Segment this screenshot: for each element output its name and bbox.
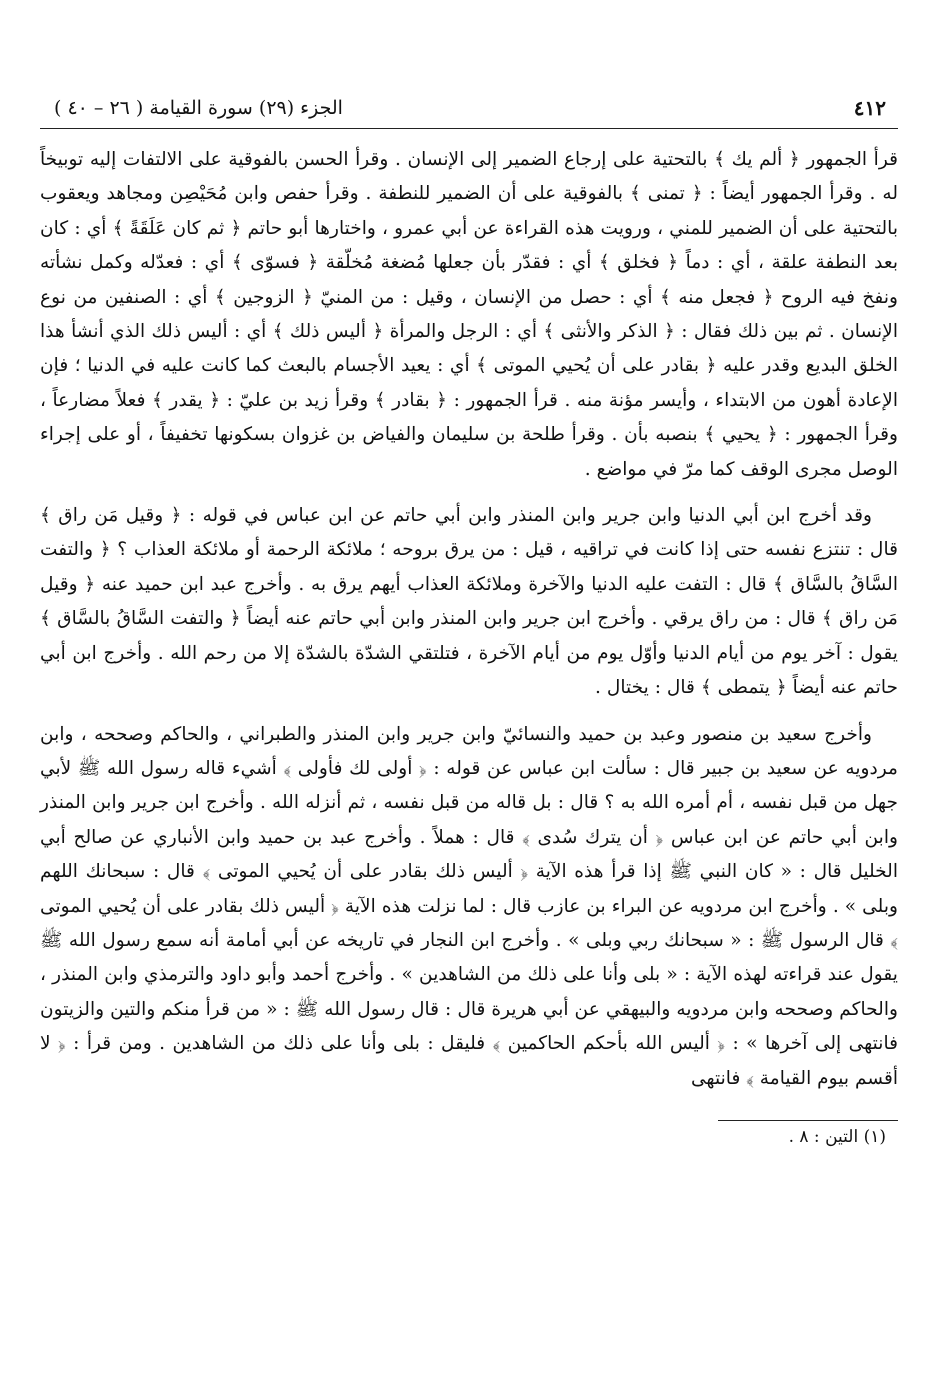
running-header <box>40 96 898 129</box>
paragraph: قرأ الجمهور ﴿ ألم يك ﴾ بالتحتية على إرجاع الضمير إلى الإنسان . وقرأ الحسن بالفوقية على الالتفات إليه توبيخاً له . وقرأ الجمهور أيضاً : ﴿ تمنى ﴾ بالفوقية على أن الضمير للنطفة . وقرأ حفص وابن مُحَيْصِن ومجاهد ويعقوب بالتحتية على أن الضمير للمني ، ورويت هذه القراءة عن أبي عمرو ، واختارها أبو حاتم ﴿ ثم كان عَلَقَةً ﴾ أي : كان بعد النطفة علقة ، أي : دماً ﴿ فخلق ﴾ أي : فقدّر بأن جعلها مُضغة مُخلّقة ﴿ فسوّى ﴾ أي : فعدّله وكمل نشأته ونفخ فيه الروح ﴿ فجعل منه ﴾ أي : حصل من الإنسان ، وقيل : من المنيّ ﴿ الزوجين ﴾ أي : الصنفين من نوع الإنسان . ثم بين ذلك فقال : ﴿ الذكر والأنثى ﴾ أي : الرجل والمرأة ﴿ أليس ذلك ﴾ أي : أليس ذلك الذي أنشأ هذا الخلق البديع وقدر عليه ﴿ بقادر على أن يُحيي الموتى ﴾ أي : يعيد الأجسام بالبعث كما كانت عليه في الدنيا ؛ فإن الإعادة أهون من الابتداء ، وأيسر مؤنة منه . قرأ الجمهور : ﴿ بقادر ﴾ وقرأ زيد بن عليّ : ﴿ يقدر ﴾ فعلاً مضارعاً ، وقرأ الجمهور : ﴿ يحيي ﴾ بنصبه بأن . وقرأ طلحة بن سليمان والفياض بن غزوان بسكونها تخفيفاً ، أو على إجراء الوصل مجرى الوقف كما مرّ في مواضع . <box>40 149 898 480</box>
running-title: الجزء (٢٩) سورة القيامة ( ٢٦ – ٤٠ ) <box>54 97 343 119</box>
footnote-divider <box>718 1120 898 1121</box>
paragraph: وأخرج سعيد بن منصور وعبد بن حميد والنسائيّ وابن جرير وابن المنذر والطبراني ، والحاكم وصححه ، وابن مردويه عن سعيد بن جبير قال : سألت ابن عباس عن قوله : ﴿ أولى لك فأولى ﴾ أشيء قاله رسول الله ﷺ لأبي جهل من قبل نفسه ، أم أمره الله به ؟ قال : بل قاله من قبل نفسه ، ثم أنزله الله . وأخرج ابن جرير وابن المنذر وابن أبي حاتم عن ابن عباس ﴿ أن يترك سُدى ﴾ قال : هملاً . وأخرج عبد بن حميد وابن الأنباري عن صالح أبي الخليل قال : « كان النبي ﷺ إذا قرأ هذه الآية ﴿ أليس ذلك بقادر على أن يُحيي الموتى ﴾ قال : سبحانك اللهم وبلى » . وأخرج ابن مردويه عن البراء بن عازب قال : لما نزلت هذه الآية ﴿ أليس ذلك بقادر على أن يُحيي الموتى ﴾ قال الرسول ﷺ : « سبحانك ربي وبلى » . وأخرج ابن النجار في تاريخه عن أبي أمامة أنه سمع رسول الله ﷺ يقول عند قراءته لهذه الآية : « بلى وأنا على ذلك من الشاهدين » . وأخرج أحمد وأبو داود والترمذي وابن المنذر ، والحاكم وصححه وابن مردويه والبيهقي عن أبي هريرة قال : قال رسول الله ﷺ : « من قرأ منكم والتين والزيتون فانتهى إلى آخرها » : ﴿ أليس الله بأحكم الحاكمين ﴾ فليقل : بلى وأنا على ذلك من الشاهدين . ومن قرأ : ﴿ لا أقسم بيوم القيامة ﴾ فانتهى <box>40 723 898 1089</box>
footnote: (١) التين : ٨ . <box>788 1126 886 1147</box>
page-number: ٤١٢ <box>853 96 886 120</box>
paragraph: وقد أخرج ابن أبي الدنيا وابن جرير وابن المنذر وابن أبي حاتم عن ابن عباس في قوله : ﴿ وقيل مَن راق ﴾ قال : تنتزع نفسه حتى إذا كانت في تراقيه ، قيل : من يرق بروحه ؛ ملائكة الرحمة أو ملائكة العذاب ؟ ﴿ والتفت السَّاقُ بالسَّاق ﴾ قال : التفت عليه الدنيا والآخرة وملائكة العذاب أيهم يرق به . وأخرج عبد ابن حميد عنه ﴿ وقيل مَن راق ﴾ قال : من راق يرقي . وأخرج ابن جرير وابن المنذر وابن أبي حاتم عنه أيضاً ﴿ والتفت السَّاقُ بالسَّاق ﴾ يقول : آخر يوم من أيام الدنيا وأوّل يوم من أيام الآخرة ، فتلتقي الشدّة بالشدّة إلا من رحم الله . وأخرج ابن أبي حاتم عنه أيضاً ﴿ يتمطى ﴾ قال : يختال . <box>40 505 898 699</box>
main-text <box>40 143 898 1096</box>
